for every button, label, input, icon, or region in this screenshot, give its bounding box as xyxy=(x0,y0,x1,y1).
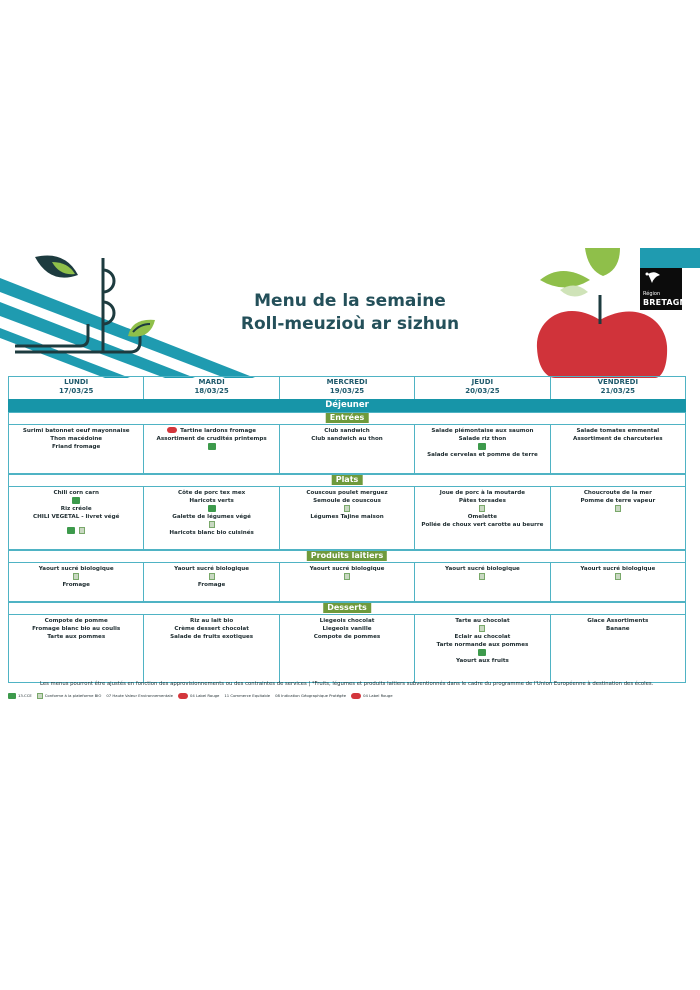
menu-item: Joue de porc à la moutarde xyxy=(439,490,526,496)
legend-item xyxy=(8,692,32,699)
ce-label-icon xyxy=(208,443,216,450)
menu-cell xyxy=(551,487,686,549)
leaf-icon xyxy=(128,320,155,337)
menu-item: Salade piémontaise aux saumon xyxy=(431,428,534,434)
label-group xyxy=(9,521,143,529)
menu-item: Omelette xyxy=(467,514,498,520)
bio-label-icon xyxy=(479,573,485,580)
menu-cell xyxy=(8,615,144,682)
menu-item: Compote de pommes xyxy=(313,634,381,640)
legend-item xyxy=(224,692,270,699)
menu-item: Assortiment de crudités printemps xyxy=(156,436,267,442)
legend-text: 08 Indication Géographique Protégée xyxy=(275,693,347,698)
menu-item: Salade riz thon xyxy=(458,436,507,442)
menu-item: Haricots blanc bio cuisinés xyxy=(169,530,254,536)
menu-cell xyxy=(8,563,144,601)
menu-item xyxy=(144,427,278,435)
menu-table xyxy=(8,376,686,683)
ce-label-icon xyxy=(67,527,75,534)
menu-item: CHILI VEGETAL - livret végé xyxy=(32,514,120,520)
ce-label-icon xyxy=(208,505,216,512)
menu-cell xyxy=(280,615,415,682)
menu-item: Fromage blanc bio au coulis xyxy=(32,626,121,632)
day-name: MERCREDI xyxy=(326,378,368,386)
bio-label-icon xyxy=(344,505,350,512)
menu-item: Club sandwich au thon xyxy=(311,436,383,442)
section-header-desserts xyxy=(8,602,686,614)
ce-label-icon xyxy=(478,649,486,656)
bio-label-icon xyxy=(479,505,485,512)
labels-legend xyxy=(8,692,698,699)
menu-item: Eclair au chocolat xyxy=(454,634,511,640)
menu-item: Fromage xyxy=(197,582,226,588)
bio-label-icon xyxy=(37,693,43,699)
section-header-plats xyxy=(8,474,686,486)
menu-item: Fromage xyxy=(62,582,90,588)
section-header-entrees xyxy=(8,412,686,424)
label-rouge-icon xyxy=(178,693,188,699)
menu-item: Crème dessert chocolat xyxy=(174,626,249,632)
menu-item: Choucroute de la mer xyxy=(583,490,652,496)
section-header-laitiers xyxy=(8,550,686,562)
menu-item: Galette de légumes végé xyxy=(172,514,251,520)
section-row-laitiers xyxy=(8,562,686,602)
menu-item: Yaourt aux fruits xyxy=(455,658,509,664)
legend-text: 11 Commerce Equitable xyxy=(224,693,271,698)
menu-cell xyxy=(144,563,279,601)
bio-label-icon xyxy=(479,625,485,632)
menu-item: Club sandwich xyxy=(324,428,370,434)
label-rouge-icon xyxy=(167,427,177,433)
legend-item xyxy=(351,692,392,699)
legend-item xyxy=(275,692,346,699)
menu-cell xyxy=(551,563,686,601)
day-header xyxy=(8,377,144,399)
legend-text: Conforme à la plateforme BIO xyxy=(44,693,102,698)
menu-item: Liegeois vanille xyxy=(322,626,372,632)
menu-cell xyxy=(144,615,279,682)
day-date: 21/03/25 xyxy=(600,387,635,395)
legend-text: 04 Label Rouge xyxy=(189,693,220,698)
menu-item: Riz au lait bio xyxy=(190,618,234,624)
menu-item: Banane xyxy=(606,626,630,632)
day-header xyxy=(551,377,686,399)
menu-cell xyxy=(280,425,415,473)
menu-item: Salade de fruits exotiques xyxy=(170,634,254,640)
menu-cell xyxy=(415,425,550,473)
menu-cell xyxy=(415,487,550,549)
menu-cell xyxy=(551,615,686,682)
section-label: Plats xyxy=(332,475,363,485)
legend-item xyxy=(37,692,102,699)
apple-icon xyxy=(537,311,667,378)
ce-label-icon xyxy=(8,693,16,699)
logo-big-text: BRETAGNE xyxy=(643,298,693,307)
bio-label-icon xyxy=(209,573,215,580)
bio-label-icon xyxy=(344,573,350,580)
section-row-plats xyxy=(8,486,686,550)
section-label: Desserts xyxy=(323,603,371,613)
menu-item: Couscous poulet merguez xyxy=(306,490,388,496)
region-bretagne-logo xyxy=(640,268,693,310)
day-name: JEUDI xyxy=(471,378,494,386)
ce-label-icon xyxy=(478,443,486,450)
menu-item: Thon macédoine xyxy=(50,436,103,442)
section-row-entrees xyxy=(8,424,686,474)
menu-item: Friand fromage xyxy=(52,444,101,450)
menu-cell xyxy=(280,487,415,549)
menu-item: Pâtes torsades xyxy=(458,498,506,504)
day-date: 18/03/25 xyxy=(194,387,229,395)
menu-item: Tarte aux pommes xyxy=(47,634,106,640)
day-date: 17/03/25 xyxy=(59,387,94,395)
bio-label-icon xyxy=(615,573,621,580)
leaf-icon xyxy=(585,248,620,276)
page-title: Menu de la semaine xyxy=(254,291,446,311)
day-date: 19/03/25 xyxy=(329,387,365,395)
menu-item: Surimi batonnet oeuf mayonnaise xyxy=(22,428,130,434)
legend-item xyxy=(178,692,219,699)
bio-label-icon xyxy=(73,573,79,580)
legend-item xyxy=(106,692,173,699)
legend-text: 07 Haute Valeur Environnementale xyxy=(106,693,173,698)
menu-item: Salade tomates emmental xyxy=(576,428,660,434)
menu-cell xyxy=(415,563,550,601)
menu-item: Tarte au chocolat xyxy=(455,618,510,624)
menu-item: Pollée de choux vert carotte au beurre xyxy=(421,522,544,528)
bio-label-icon xyxy=(209,521,215,528)
menu-item: Légumes Tajine maison xyxy=(310,514,384,520)
menu-cell xyxy=(8,425,144,473)
menu-item: Salade cervelas et pomme de terre xyxy=(427,452,538,458)
menu-cell xyxy=(415,615,550,682)
menu-item-text: Tartine lardons fromage xyxy=(180,428,257,434)
meal-bar: Déjeuner xyxy=(8,399,686,412)
menu-item: Chili corn carn xyxy=(53,490,99,496)
section-label: Produits laitiers xyxy=(307,551,387,561)
menu-item: Yaourt sucré biologique xyxy=(580,566,656,572)
menu-cell xyxy=(8,487,144,549)
menu-item: Yaourt sucré biologique xyxy=(38,566,114,572)
days-header-row xyxy=(8,376,686,399)
day-header xyxy=(415,377,550,399)
ce-label-icon xyxy=(72,497,80,504)
legend-text: 13.CCE xyxy=(18,693,32,698)
menu-item: Assortiment de charcuteries xyxy=(573,436,663,442)
menu-item: Haricots verts xyxy=(189,498,234,504)
menu-cell xyxy=(144,425,279,473)
menu-item: Côte de porc tex mex xyxy=(177,490,246,496)
leaf-icon xyxy=(540,271,590,288)
menu-cell xyxy=(144,487,279,549)
legend-text: 04 Label Rouge xyxy=(363,693,393,698)
menu-item: Tarte normande aux pommes xyxy=(436,642,529,648)
logo-small-text: Région xyxy=(643,291,661,297)
menu-item: Yaourt sucré biologique xyxy=(174,566,250,572)
section-label: Entrées xyxy=(326,413,369,423)
menu-cell xyxy=(551,425,686,473)
menu-item: Semoule de couscous xyxy=(313,498,381,504)
menu-item: Liegeois chocolat xyxy=(319,618,375,624)
menu-item: Riz créole xyxy=(60,506,92,512)
menu-item: Yaourt sucré biologique xyxy=(309,566,385,572)
day-header xyxy=(280,377,415,399)
ermine-icon xyxy=(640,268,682,290)
bio-label-icon xyxy=(615,505,621,512)
menu-item: Yaourt sucré biologique xyxy=(444,566,520,572)
label-rouge-icon xyxy=(351,693,361,699)
day-name: MARDI xyxy=(198,378,225,386)
day-date: 20/03/25 xyxy=(465,387,500,395)
day-name: VENDREDI xyxy=(597,378,639,386)
page-subtitle: Roll-meuzioù ar sizhun xyxy=(240,314,460,334)
menu-item: Glace Assortiments xyxy=(587,618,649,624)
section-row-desserts xyxy=(8,614,686,683)
day-header xyxy=(144,377,279,399)
footnote: Les menus pourront être ajustés en fonction des approvisionnements ou des contraintes de services | *Fruits, légumes et produits laitiers subventionnés dans le cadre du programme de l'Union Européenne à destination des écoles. xyxy=(40,681,654,687)
menu-item: Compote de pomme xyxy=(44,618,108,624)
bio-label-icon xyxy=(79,527,85,534)
menu-cell xyxy=(280,563,415,601)
menu-item: Pomme de terre vapeur xyxy=(580,498,656,504)
day-name: LUNDI xyxy=(64,378,89,386)
